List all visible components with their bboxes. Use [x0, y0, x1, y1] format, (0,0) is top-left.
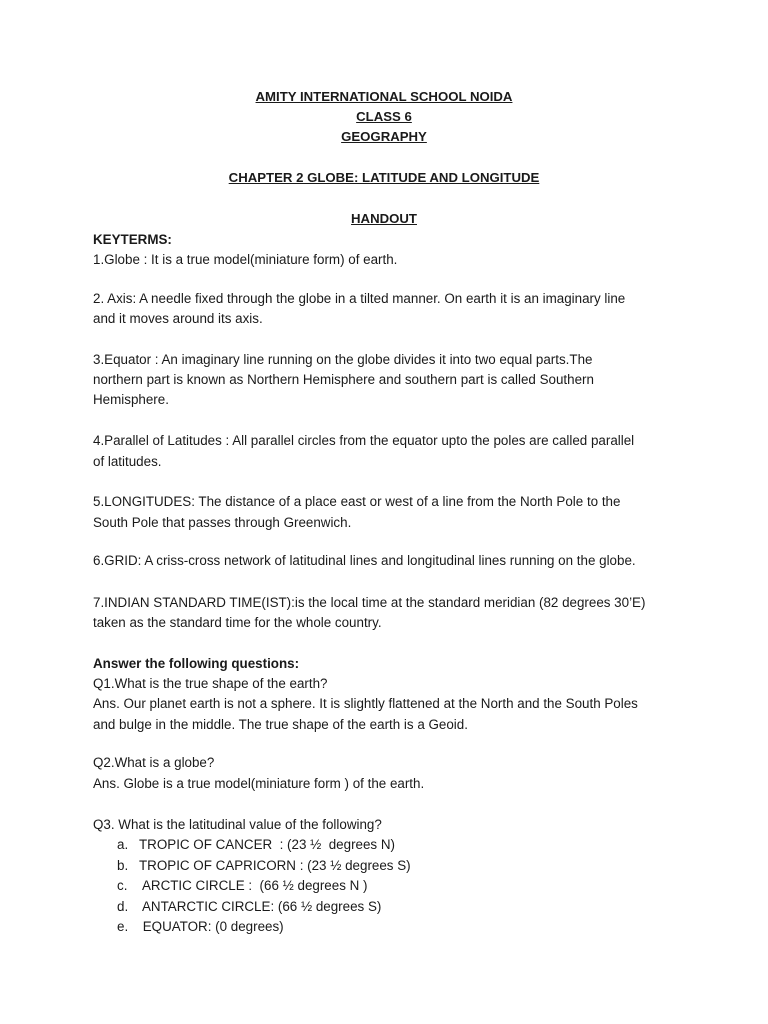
list-marker-d: d. — [117, 899, 129, 914]
keyterm-2-line-2: and it moves around its axis. — [93, 311, 263, 326]
keyterms-title: KEYTERMS: — [93, 232, 172, 247]
keyterm-5-line-1: 5.LONGITUDES: The distance of a place east or west of a line from the North Pole to the — [93, 494, 621, 509]
keyterm-4-line-1: 4.Parallel of Latitudes : All parallel circles from the equator upto the poles are called parallel — [93, 433, 635, 448]
list-marker-e: e. — [117, 919, 129, 934]
list-marker-c: c. — [117, 878, 128, 893]
keyterm-3-line-1: 3.Equator : An imaginary line running on the globe divides it into two equal parts.The — [93, 352, 593, 367]
list-item-c: ARCTIC CIRCLE : (66 ½ degrees N ) — [139, 878, 368, 893]
subject-label: GEOGRAPHY — [341, 129, 427, 144]
q1-answer-line-2: and bulge in the middle. The true shape of the earth is a Geoid. — [93, 717, 468, 732]
school-name: AMITY INTERNATIONAL SCHOOL NOIDA — [255, 89, 513, 104]
q3-question: Q3. What is the latitudinal value of the following? — [93, 817, 382, 832]
q1-question: Q1.What is the true shape of the earth? — [93, 676, 328, 691]
class-label: CLASS 6 — [356, 109, 412, 124]
keyterm-4-line-2: of latitudes. — [93, 454, 162, 469]
handout-title: HANDOUT — [351, 211, 417, 226]
list-item-b: TROPIC OF CAPRICORN : (23 ½ degrees S) — [139, 858, 411, 873]
keyterm-1-line-1: 1.Globe : It is a true model(miniature form) of earth. — [93, 252, 398, 267]
keyterm-5-line-2: South Pole that passes through Greenwich. — [93, 515, 352, 530]
questions-title: Answer the following questions: — [93, 656, 300, 671]
list-marker-a: a. — [117, 837, 129, 852]
keyterm-7-line-2: taken as the standard time for the whole country. — [93, 615, 382, 630]
keyterm-2-line-1: 2. Axis: A needle fixed through the globe in a tilted manner. On earth it is an imaginary line — [93, 291, 626, 306]
list-marker-b: b. — [117, 858, 129, 873]
keyterm-7-line-1: 7.INDIAN STANDARD TIME(IST):is the local time at the standard meridian (82 degrees 30’E) — [93, 595, 646, 610]
list-item-e: EQUATOR: (0 degrees) — [139, 919, 284, 934]
list-item-a: TROPIC OF CANCER : (23 ½ degrees N) — [139, 837, 395, 852]
list-item-d: ANTARCTIC CIRCLE: (66 ½ degrees S) — [139, 899, 382, 914]
q2-answer-line-1: Ans. Globe is a true model(miniature form ) of the earth. — [93, 776, 425, 791]
keyterm-3-line-3: Hemisphere. — [93, 392, 169, 407]
keyterm-6-line-1: 6.GRID: A criss-cross network of latitudinal lines and longitudinal lines running on the globe. — [93, 553, 636, 568]
q2-question: Q2.What is a globe? — [93, 755, 215, 770]
q1-answer-line-1: Ans. Our planet earth is not a sphere. It is slightly flattened at the North and the South Poles — [93, 696, 638, 711]
keyterm-3-line-2: northern part is known as Northern Hemisphere and southern part is called Southern — [93, 372, 594, 387]
chapter-title: CHAPTER 2 GLOBE: LATITUDE AND LONGITUDE — [228, 170, 540, 185]
